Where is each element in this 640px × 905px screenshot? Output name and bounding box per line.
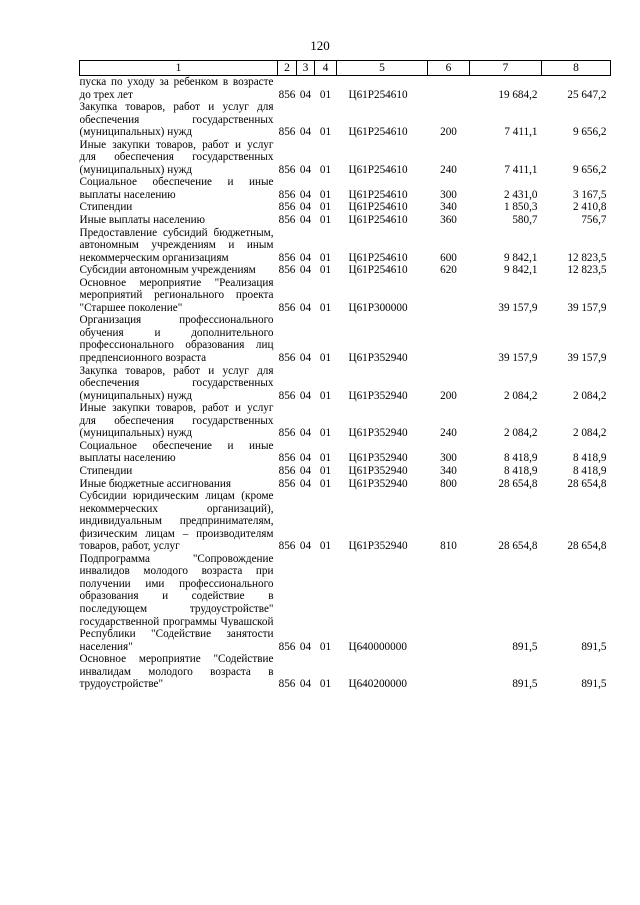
row-cell-c3: 04 [299, 301, 312, 314]
row-cell-c8: 756,7 [581, 214, 607, 227]
row-cell-c5: Ц61Р352940 [348, 464, 408, 477]
row-cell-c5: Ц61Р254610 [348, 88, 408, 101]
row-cell-c2: 856 [278, 251, 296, 264]
table-row [80, 139, 611, 177]
row-cell-c3: 04 [299, 251, 312, 264]
row-cell-c5: Ц61Р352940 [348, 389, 408, 402]
row-cell-c7: 9 842,1 [503, 251, 538, 264]
row-cell-c7: 891,5 [512, 640, 538, 653]
row-cell-c2: 856 [278, 540, 296, 553]
row-cell-c3: 04 [299, 477, 312, 490]
column-header-1: 1 [80, 61, 278, 76]
row-cell-c4: 01 [319, 301, 332, 314]
row-cell-c4: 01 [319, 678, 332, 691]
table-row [80, 365, 611, 403]
column-header-6: 6 [428, 61, 470, 76]
row-name-cell: Иные закупки товаров, работ и услуг для обеспечения государственных (муниципальных) нужд [79, 402, 274, 440]
row-cell-c3: 04 [299, 427, 312, 440]
row-cell-c3: 04 [299, 678, 312, 691]
row-cell-c2: 856 [278, 126, 296, 139]
row-cell-c2: 856 [278, 88, 296, 101]
row-cell-c4: 01 [319, 214, 332, 227]
row-cell-c8: 2 084,2 [572, 427, 607, 440]
table-row [80, 402, 611, 440]
row-cell-c8: 12 823,5 [567, 264, 607, 277]
table-row [80, 440, 611, 465]
row-cell-c7: 7 411,1 [504, 126, 538, 139]
row-cell-c2: 856 [278, 163, 296, 176]
row-cell-c2: 856 [278, 477, 296, 490]
row-cell-c4: 01 [319, 452, 332, 465]
row-name-cell: Субсидии юридическим лицам (кроме некоммерческих организаций), индивидуальным предпринимателям, физическим лицам – производителям товаров, работ, услуг [79, 490, 274, 553]
row-cell-c8: 28 654,8 [567, 477, 607, 490]
row-cell-c6 [428, 314, 470, 364]
row-cell-c5: Ц640200000 [348, 678, 407, 691]
row-name-cell: Стипендии [79, 464, 133, 477]
row-cell-c5: Ц61Р254610 [348, 163, 408, 176]
row-name-cell: Социальное обеспечение и иные выплаты населению [79, 439, 274, 465]
row-name-cell: Организация профессионального обучения и дополнительного профессионального образования лиц предпенсионного возраста [79, 314, 274, 365]
row-cell-c8: 28 654,8 [567, 540, 607, 553]
row-cell-c7: 2 084,2 [503, 427, 538, 440]
row-cell-c4: 01 [319, 464, 332, 477]
table-header-row [80, 61, 611, 76]
row-name-cell: Закупка товаров, работ и услуг для обеспечения государственных (муниципальных) нужд [79, 364, 274, 402]
row-cell-c3: 04 [299, 163, 312, 176]
row-cell-c5: Ц61Р300000 [348, 301, 408, 314]
row-cell-c2: 856 [278, 201, 296, 214]
row-cell-c6: 360 [440, 214, 457, 227]
row-cell-c3: 04 [299, 88, 312, 101]
row-cell-c5: Ц61Р254610 [348, 188, 408, 201]
row-cell-c2: 856 [278, 452, 296, 465]
row-name-cell: пуска по уходу за ребенком в возрасте до трех лет [79, 76, 274, 101]
row-cell-c2: 856 [278, 464, 296, 477]
row-cell-c6: 340 [440, 201, 457, 214]
table-row [80, 277, 611, 315]
row-cell-c7: 1 850,3 [503, 201, 538, 214]
row-cell-c2: 856 [278, 301, 296, 314]
row-cell-c6 [428, 76, 470, 102]
row-cell-c4: 01 [319, 477, 332, 490]
row-cell-c7: 7 411,1 [504, 163, 538, 176]
table-row [80, 214, 611, 227]
row-cell-c8: 25 647,2 [567, 88, 607, 101]
row-cell-c7: 580,7 [512, 214, 538, 227]
row-cell-c3: 04 [299, 201, 312, 214]
row-name-cell: Подпрограмма "Сопровождение инвалидов молодого возраста при получении ими профессионального образования и содействие в последующем трудоустройстве" государственной программы Чувашской Республики "Содействие занятости населения" [79, 552, 274, 653]
row-cell-c7: 891,5 [512, 678, 538, 691]
row-cell-c6 [428, 553, 470, 653]
row-cell-c5: Ц61Р254610 [348, 251, 408, 264]
row-cell-c8: 39 157,9 [567, 352, 607, 365]
column-header-2: 2 [278, 61, 297, 76]
row-cell-c4: 01 [319, 163, 332, 176]
table-row [80, 176, 611, 201]
column-header-8: 8 [542, 61, 611, 76]
column-header-3: 3 [297, 61, 315, 76]
row-cell-c2: 856 [278, 188, 296, 201]
budget-table [79, 60, 611, 691]
column-header-7: 7 [470, 61, 542, 76]
table-row [80, 201, 611, 214]
row-cell-c5: Ц61Р254610 [348, 126, 408, 139]
row-cell-c6: 240 [440, 163, 457, 176]
row-cell-c4: 01 [319, 188, 332, 201]
row-cell-c3: 04 [299, 452, 312, 465]
row-cell-c5: Ц640000000 [348, 640, 407, 653]
row-cell-c8: 9 656,2 [572, 126, 607, 139]
row-cell-c5: Ц61Р352940 [348, 452, 408, 465]
row-cell-c8: 891,5 [581, 640, 607, 653]
table-row [80, 76, 611, 102]
row-cell-c6: 600 [440, 251, 457, 264]
row-cell-c7: 9 842,1 [503, 264, 538, 277]
row-cell-c2: 856 [278, 352, 296, 365]
row-cell-c4: 01 [319, 427, 332, 440]
row-cell-c3: 04 [299, 540, 312, 553]
row-cell-c2: 856 [278, 214, 296, 227]
row-cell-c6: 240 [440, 427, 457, 440]
row-name-cell: Социальное обеспечение и иные выплаты населению [79, 176, 274, 201]
row-cell-c4: 01 [319, 389, 332, 402]
row-cell-c6: 800 [440, 477, 457, 490]
table-row [80, 264, 611, 277]
row-cell-c8: 891,5 [581, 678, 607, 691]
row-cell-c8: 2 084,2 [572, 389, 607, 402]
row-cell-c8: 12 823,5 [567, 251, 607, 264]
table-row [80, 227, 611, 265]
table-row [80, 465, 611, 478]
page-number: 120 [310, 38, 330, 53]
row-cell-c4: 01 [319, 201, 332, 214]
row-name-cell: Иные выплаты населению [79, 214, 205, 227]
row-cell-c3: 04 [299, 389, 312, 402]
row-cell-c4: 01 [319, 88, 332, 101]
row-name-cell: Субсидии автономным учреждениям [79, 264, 256, 277]
row-cell-c5: Ц61Р352940 [348, 352, 408, 365]
row-cell-c8: 8 418,9 [572, 464, 607, 477]
row-cell-c2: 856 [278, 264, 296, 277]
row-cell-c4: 01 [319, 264, 332, 277]
row-cell-c5: Ц61Р352940 [348, 477, 408, 490]
row-cell-c2: 856 [278, 389, 296, 402]
row-cell-c5: Ц61Р254610 [348, 201, 408, 214]
row-cell-c7: 28 654,8 [498, 540, 538, 553]
row-name-cell: Закупка товаров, работ и услуг для обеспечения государственных (муниципальных) нужд [79, 101, 274, 139]
row-cell-c2: 856 [278, 678, 296, 691]
row-cell-c8: 8 418,9 [572, 452, 607, 465]
row-cell-c4: 01 [319, 640, 332, 653]
table-row [80, 490, 611, 553]
column-header-4: 4 [315, 61, 337, 76]
table-row [80, 314, 611, 364]
row-name-cell: Стипендии [79, 201, 133, 214]
row-cell-c3: 04 [299, 214, 312, 227]
row-name-cell: Иные бюджетные ассигнования [79, 477, 231, 490]
row-cell-c2: 856 [278, 427, 296, 440]
row-name-cell: Иные закупки товаров, работ и услуг для обеспечения государственных (муниципальных) нужд [79, 138, 274, 176]
row-cell-c7: 2 431,0 [503, 188, 538, 201]
table-body [80, 76, 611, 691]
row-cell-c6: 200 [440, 126, 457, 139]
row-name-cell: Основное мероприятие "Реализация мероприятий регионального проекта "Старшее поколение" [79, 276, 274, 314]
row-cell-c5: Ц61Р254610 [348, 264, 408, 277]
row-cell-c7: 39 157,9 [498, 352, 538, 365]
row-cell-c3: 04 [299, 464, 312, 477]
table-row [80, 101, 611, 139]
row-cell-c8: 39 157,9 [567, 301, 607, 314]
column-header-5: 5 [337, 61, 428, 76]
row-cell-c3: 04 [299, 264, 312, 277]
row-cell-c6: 300 [440, 188, 457, 201]
row-cell-c6: 340 [440, 464, 457, 477]
row-cell-c7: 8 418,9 [503, 464, 538, 477]
row-cell-c5: Ц61Р254610 [348, 214, 408, 227]
row-cell-c3: 04 [299, 188, 312, 201]
row-cell-c7: 2 084,2 [503, 389, 538, 402]
row-cell-c8: 9 656,2 [572, 163, 607, 176]
row-name-cell: Предоставление субсидий бюджетным, автономным учреждениям и иным некоммерческим организациям [79, 226, 274, 264]
row-cell-c6: 810 [440, 540, 457, 553]
row-cell-c8: 3 167,5 [572, 188, 607, 201]
row-cell-c4: 01 [319, 540, 332, 553]
table-row [80, 653, 611, 691]
row-cell-c3: 04 [299, 640, 312, 653]
row-cell-c5: Ц61Р352940 [348, 427, 408, 440]
row-cell-c4: 01 [319, 352, 332, 365]
row-cell-c7: 8 418,9 [503, 452, 538, 465]
row-cell-c7: 19 684,2 [498, 88, 538, 101]
row-cell-c7: 39 157,9 [498, 301, 538, 314]
row-name-cell: Основное мероприятие "Содействие инвалидам молодого возраста в трудоустройстве" [79, 653, 274, 691]
row-cell-c6 [428, 277, 470, 315]
row-cell-c6: 300 [440, 452, 457, 465]
row-cell-c4: 01 [319, 126, 332, 139]
table-row [80, 478, 611, 491]
row-cell-c7: 28 654,8 [498, 477, 538, 490]
row-cell-c8: 2 410,8 [572, 201, 607, 214]
row-cell-c4: 01 [319, 251, 332, 264]
row-cell-c5: Ц61Р352940 [348, 540, 408, 553]
row-cell-c6: 200 [440, 389, 457, 402]
row-cell-c6 [428, 653, 470, 691]
row-cell-c2: 856 [278, 640, 296, 653]
row-cell-c3: 04 [299, 126, 312, 139]
row-cell-c3: 04 [299, 352, 312, 365]
table-row [80, 553, 611, 653]
row-cell-c6: 620 [440, 264, 457, 277]
